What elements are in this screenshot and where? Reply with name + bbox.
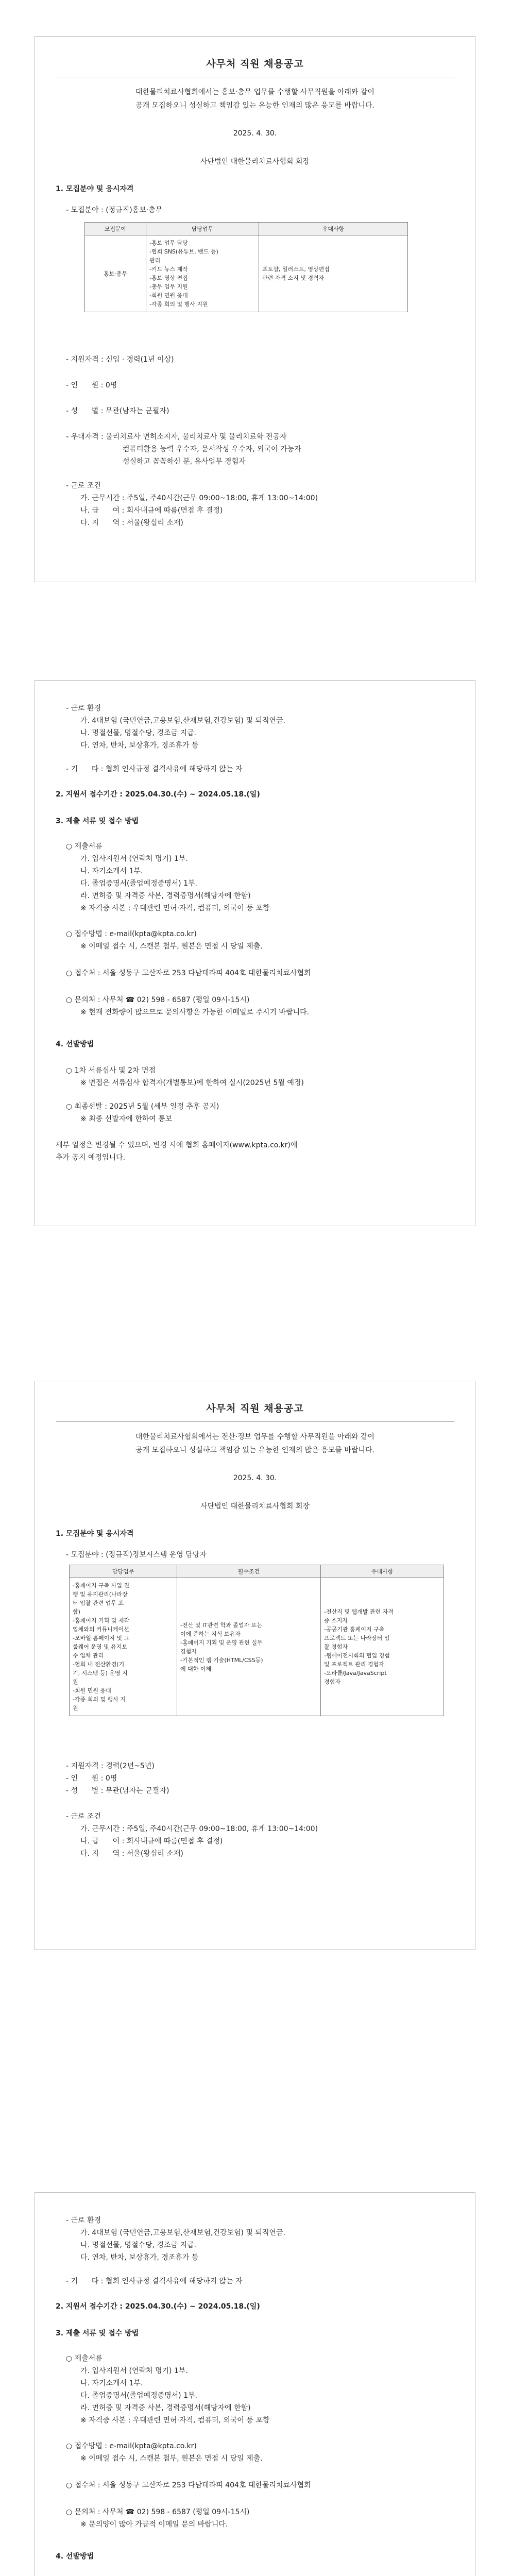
pref-item: -오라클/Java/JavaScript xyxy=(324,1670,387,1676)
req-item: -홈페이지 기획 및 운영 관련 실무 xyxy=(180,1639,263,1646)
selection-note: ※ 최종 선발자에 한하여 통보 xyxy=(80,1115,173,1123)
condition-item: 나. 급 여 : 회사내규에 따름(면접 후 결정) xyxy=(80,506,223,515)
etc: - 기 타 : 협회 인사규정 결격사유에 해당하지 않는 자 xyxy=(66,2277,243,2285)
headcount: - 인 원 : 0명 xyxy=(66,381,117,389)
notice-intro xyxy=(35,86,475,112)
condition-item: 다. 지 역 : 서울(왕십리 소재) xyxy=(80,519,183,527)
gender: - 성 별 : 무관(남자는 군필자) xyxy=(66,407,169,415)
req-item: 에 대한 이해 xyxy=(180,1665,212,1672)
notice-title: 사무처 직원 채용공고 xyxy=(206,1403,304,1414)
env-heading: - 근로 환경 xyxy=(66,704,101,713)
table-header: 담당업무 xyxy=(70,1565,177,1578)
recruit-field: - 모집분야 : (정규직)홍보·총무 xyxy=(66,206,163,214)
selection-item: ○ 최종선발 : 2025년 5월 (세부 일정 추후 공지) xyxy=(66,1103,219,1111)
recruit-field: - 모집분야 : (정규직)정보시스템 운영 담당자 xyxy=(66,1551,207,1559)
duty-table xyxy=(69,1565,444,1716)
section-heading: 3. 제출 서류 및 접수 방법 xyxy=(56,2329,139,2337)
table-cell-pref xyxy=(259,235,408,312)
condition-item: 다. 지 역 : 서울(왕십리 소재) xyxy=(80,1850,183,1858)
duty-item: 터 입찰 관련 업무 포 xyxy=(73,1600,124,1606)
table-header: 담당업무 xyxy=(146,223,259,235)
divider xyxy=(56,1421,454,1422)
duty-item: -협회 SNS(유튜브, 밴드 등) xyxy=(149,248,218,255)
env-item: 다. 연차, 반차, 보상휴가, 경조휴가 등 xyxy=(80,741,199,750)
duty-item: -회원 민원 응대 xyxy=(149,292,188,299)
duty-item: -키드 뉴스 제작 xyxy=(149,266,188,273)
duty-item: 행 및 유지관리(나라장 xyxy=(73,1591,128,1598)
duty-item: -홈페이지 기획 및 제작 xyxy=(73,1617,130,1624)
notice-date: 2025. 4. 30. xyxy=(233,129,277,138)
notice-org: 사단법인 대한물리치료사협회 회장 xyxy=(200,1502,310,1511)
table-cell-pref xyxy=(321,1578,444,1716)
conditions-heading: - 근로 조건 xyxy=(66,1812,101,1821)
notice-date: 2025. 4. 30. xyxy=(233,1474,277,1482)
duty-item: 관리 xyxy=(149,257,161,264)
section-heading: 4. 선발방법 xyxy=(56,1040,94,1048)
duty-item: -홍보 업무 담당 xyxy=(149,240,188,246)
duty-item: -각종 회의 및 행사 지 xyxy=(73,1696,126,1703)
intro-line: 공개 모집하오니 성실하고 책임감 있는 유능한 인재의 많은 응모를 바랍니다. xyxy=(135,101,374,110)
notice-title: 사무처 직원 채용공고 xyxy=(206,58,304,70)
duty-item: -총무 업무 지원 xyxy=(149,283,188,290)
pref-item: -전산직 및 웹개발 관련 자격 xyxy=(324,1608,394,1615)
req-item: -전산 및 IT관련 학과 졸업자 또는 xyxy=(180,1621,262,1629)
table-header: 모집분야 xyxy=(85,223,146,235)
pref-item: -공공기관 홈페이지 구축 xyxy=(324,1626,385,1633)
table-header: 우대사항 xyxy=(321,1565,444,1578)
docs-item: 다. 졸업증명서(졸업예정증명서) 1부. xyxy=(80,2392,197,2400)
eligibility: - 지원자격 : 신입 · 경력(1년 이상) xyxy=(66,355,174,364)
duty-item: 함) xyxy=(73,1608,80,1615)
notice-card-2 xyxy=(35,680,475,1226)
eligibility: - 지원자격 : 경력(2년~5년) xyxy=(66,1762,155,1770)
env-item: 나. 명절선물, 명절수당, 경조금 지급. xyxy=(80,2241,196,2249)
table-cell: 홍보·총무 xyxy=(85,235,146,312)
duty-item: 원 xyxy=(73,1705,78,1711)
section-heading: 4. 선발방법 xyxy=(56,2552,94,2561)
duty-item: -각종 회의 및 행사 지원 xyxy=(149,301,208,308)
docs-item: 가. 입사지원서 (연락처 명기) 1부. xyxy=(80,2367,188,2375)
duty-item: 수 업체 관리 xyxy=(73,1652,104,1659)
preference: - 우대자격 : 물리치료사 면허소지자, 물리치료사 및 물리치료학 전공자 xyxy=(66,433,287,441)
docs-note: ※ 자격증 사본 : 우대관련 면허·자격, 컴퓨터, 외국어 등 포함 xyxy=(80,2416,270,2425)
env-item: 가. 4대보험 (국민연금,고용보험,산재보험,건강보험) 및 퇴직연금. xyxy=(80,717,285,725)
req-item: -기본적인 웹 기술(HTML/CSS등) xyxy=(180,1656,263,1664)
preference: 컴퓨터활용 능력 우수자, 문서작성 우수자, 외국어 가능자 xyxy=(123,445,301,453)
section-heading: 1. 모집분야 및 응시자격 xyxy=(56,185,134,193)
docs-heading: ○ 제출서류 xyxy=(66,2354,103,2363)
docs-item: 나. 자기소개서 1부. xyxy=(80,2379,143,2387)
submit-place: ○ 접수처 : 서울 성동구 고산자로 253 다남테라피 404호 대한물리치료사협회 xyxy=(66,2481,311,2489)
duty-item: -모바일·홈페이지 및 그 xyxy=(73,1635,130,1641)
section-heading: 2. 지원서 접수기간 : 2025.04.30.(수) ~ 2024.05.18.(일) xyxy=(56,790,260,799)
duty-table xyxy=(84,222,408,312)
gender: - 성 별 : 무관(남자는 군필자) xyxy=(66,1787,169,1795)
intro-line: 공개 모집하오니 성실하고 책임감 있는 유능한 인재의 많은 응모를 바랍니다. xyxy=(135,1446,374,1454)
req-item: 경험자 xyxy=(180,1648,197,1655)
condition-item: 가. 근무시간 : 주5일, 주40시간(근무 09:00~18:00, 휴게 13:00~14:00) xyxy=(80,494,318,502)
contact-note: ※ 현재 전화량이 많으므로 문의사항은 가능한 이메일로 주시기 바랍니다. xyxy=(80,1008,309,1016)
closing-text: 세부 일정은 변경될 수 있으며, 변경 시에 협회 홈페이지(www.kpta.co.kr)에 xyxy=(56,1141,298,1149)
docs-item: 가. 입사지원서 (연락처 명기) 1부. xyxy=(80,855,188,863)
table-header: 필수조건 xyxy=(177,1565,321,1578)
pref-item: 포토샵, 일러스트, 영상편집 xyxy=(262,266,330,273)
pref-item: 증 소지자 xyxy=(324,1617,348,1624)
closing-text: 추가 공지 예정입니다. xyxy=(56,1154,126,1162)
duty-item: 기, 시스템 등) 운영 지 xyxy=(73,1670,128,1676)
pref-item: 찰 경험자 xyxy=(324,1643,348,1650)
docs-note: ※ 자격증 사본 : 우대관련 면허·자격, 컴퓨터, 외국어 등 포함 xyxy=(80,904,270,912)
duty-item: 원 xyxy=(73,1679,78,1685)
docs-heading: ○ 제출서류 xyxy=(66,842,103,851)
intro-line: 대한물리치료사협회에서는 전산·정보 업무를 수행할 사무직원을 아래와 같이 xyxy=(135,1433,374,1441)
duty-item: -홈페이지 구축 사업 진 xyxy=(73,1582,130,1589)
submit-note: ※ 이메일 접수 시, 스캔본 첨부, 원본은 면접 시 당일 제출. xyxy=(80,2454,263,2463)
env-item: 나. 명절선물, 명절수당, 경조금 지급. xyxy=(80,729,196,737)
table-cell-duties xyxy=(70,1578,177,1716)
duty-item: 룹웨어 운영 및 유지보 xyxy=(73,1643,128,1650)
contact: ○ 문의처 : 사무처 ☎ 02) 598 - 6587 (평일 09시-15시) xyxy=(66,2508,250,2516)
notice-org: 사단법인 대한물리치료사협회 회장 xyxy=(200,158,310,166)
selection-note: ※ 면접은 서류심사 합격자(개별통보)에 한하여 실시(2025년 5월 예정) xyxy=(80,1079,304,1087)
env-heading: - 근로 환경 xyxy=(66,2216,101,2225)
contact: ○ 문의처 : 사무처 ☎ 02) 598 - 6587 (평일 09시-15시) xyxy=(66,996,250,1004)
duty-item: -홍보 영상 편집 xyxy=(149,275,188,281)
notice-card-1 xyxy=(35,36,475,582)
notice-intro xyxy=(35,1430,475,1457)
pref-item: 관련 자격 소지 및 경력자 xyxy=(262,275,325,281)
section-heading: 2. 지원서 접수기간 : 2025.04.30.(수) ~ 2024.05.18.(일) xyxy=(56,2302,260,2311)
selection-item: ○ 1차 서류심사 및 2차 면접 xyxy=(66,1066,156,1075)
docs-item: 라. 면허증 및 자격증 사본, 경력증명서(해당자에 한함) xyxy=(80,2404,251,2412)
env-item: 다. 연차, 반차, 보상휴가, 경조휴가 등 xyxy=(80,2253,199,2262)
docs-item: 나. 자기소개서 1부. xyxy=(80,867,143,875)
duty-table-wrap xyxy=(35,222,408,312)
pref-item: 및 프로젝트 관리 경험자 xyxy=(324,1661,384,1668)
submit-place: ○ 접수처 : 서울 성동구 고산자로 253 다남테라피 404호 대한물리치료사협회 xyxy=(66,969,311,977)
pref-item: -웹에이전시회의 협업 경험 xyxy=(324,1652,390,1659)
pref-item: 프로젝트 또는 나라장터 입 xyxy=(324,1635,390,1641)
headcount: - 인 원 : 0명 xyxy=(66,1774,117,1783)
submit-method: ○ 접수방법 : e-mail(kpta@kpta.co.kr) xyxy=(66,930,197,938)
intro-line: 대한물리치료사협회에서는 홍보·총무 업무를 수행할 사무직원을 아래와 같이 xyxy=(135,88,374,96)
docs-item: 라. 면허증 및 자격증 사본, 경력증명서(해당자에 한함) xyxy=(80,892,251,900)
submit-note: ※ 이메일 접수 시, 스캔본 첨부, 원본은 면접 시 당일 제출. xyxy=(80,942,263,951)
notice-card-3 xyxy=(35,1381,475,1950)
req-item: 이에 준하는 지식 보유자 xyxy=(180,1630,241,1637)
condition-item: 가. 근무시간 : 주5일, 주40시간(근무 09:00~18:00, 휴게 13:00~14:00) xyxy=(80,1825,318,1833)
section-heading: 3. 제출 서류 및 접수 방법 xyxy=(56,817,139,825)
contact-note: ※ 문의양이 많아 가급적 이메일 문의 바랍니다. xyxy=(80,2520,228,2529)
duty-item: -회원 민원 응대 xyxy=(73,1687,111,1694)
notice-card-4 xyxy=(35,2192,475,2576)
table-header: 우대사항 xyxy=(259,223,408,235)
condition-item: 나. 급 여 : 회사내규에 따름(면접 후 결정) xyxy=(80,1837,223,1845)
etc: - 기 타 : 협회 인사규정 결격사유에 해당하지 않는 자 xyxy=(66,765,243,773)
duty-item: 업체와의 커뮤니케이션 xyxy=(73,1626,129,1633)
pref-item: 경험자 xyxy=(324,1679,340,1685)
docs-item: 다. 졸업증명서(졸업예정증명서) 1부. xyxy=(80,879,197,888)
section-heading: 1. 모집분야 및 응시자격 xyxy=(56,1530,134,1538)
table-cell-req xyxy=(177,1578,321,1716)
duty-item: -협회 내 전산환경(기 xyxy=(73,1661,125,1668)
env-item: 가. 4대보험 (국민연금,고용보험,산재보험,건강보험) 및 퇴직연금. xyxy=(80,2229,285,2237)
table-cell-duties xyxy=(146,235,259,312)
conditions-heading: - 근로 조건 xyxy=(66,482,101,490)
duty-table-wrap xyxy=(35,1565,444,1716)
submit-method: ○ 접수방법 : e-mail(kpta@kpta.co.kr) xyxy=(66,2442,197,2450)
preference: 성실하고 꼼꼼하신 분, 유사업무 경험자 xyxy=(123,457,246,466)
